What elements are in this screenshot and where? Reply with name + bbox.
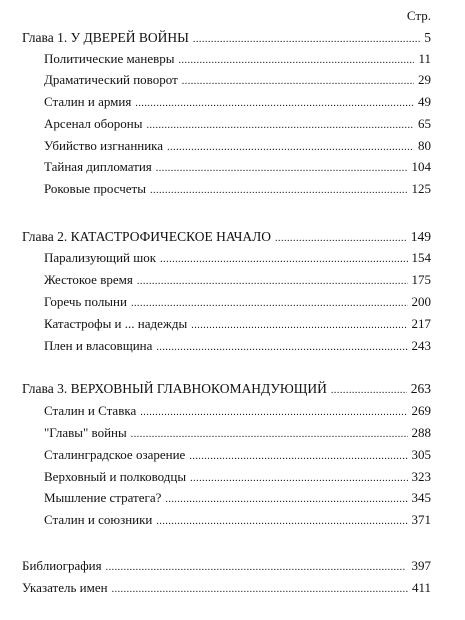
toc-entry [44, 490, 431, 508]
dot-leader [150, 181, 408, 199]
dot-leader [131, 294, 408, 312]
toc-chapter-2 [22, 229, 431, 247]
page-number: 154 [411, 250, 431, 265]
entry-title: Убийство изгнанника [44, 138, 164, 153]
toc-entry [44, 116, 431, 134]
toc-bibliography [22, 558, 431, 576]
toc-entry [44, 316, 431, 334]
dot-leader [165, 490, 407, 508]
dot-leader [191, 316, 407, 334]
dot-leader [193, 30, 420, 48]
toc-entry [44, 94, 431, 112]
toc-entry [44, 403, 431, 421]
toc-entry [44, 447, 431, 465]
chapter-title: Глава 1. У ДВЕРЕЙ ВОЙНЫ [22, 30, 189, 45]
entry-title: Парализующий шок [44, 250, 157, 265]
page-number: 175 [411, 272, 431, 287]
page-number: 345 [411, 490, 431, 505]
toc-chapter-3 [22, 381, 431, 399]
dot-leader [112, 580, 408, 598]
dot-leader [167, 138, 414, 156]
dot-leader [182, 72, 414, 90]
dot-leader [275, 229, 407, 247]
dot-leader [131, 425, 408, 443]
chapter-title: Глава 2. КАТАСТРОФИЧЕСКОЕ НАЧАЛО [22, 229, 271, 244]
page-number: 323 [411, 469, 431, 484]
toc-entry [44, 181, 431, 199]
toc-entry [44, 250, 431, 268]
page-number: 243 [411, 338, 431, 353]
entry-title: Сталин и союзники [44, 512, 153, 527]
dot-leader [156, 512, 407, 530]
toc-entry [44, 294, 431, 312]
chapter-title: Глава 3. ВЕРХОВНЫЙ ГЛАВНОКОМАНДУЮЩИЙ [22, 381, 327, 396]
page-number: 288 [411, 425, 431, 440]
page-number: 80 [418, 138, 431, 153]
page-number: 200 [411, 294, 431, 309]
page-number: 125 [411, 181, 431, 196]
toc-entry [44, 272, 431, 290]
page-number: 217 [411, 316, 431, 331]
dot-leader [106, 558, 408, 576]
entry-title: Верховный и полководцы [44, 469, 187, 484]
page-number: 5 [424, 30, 431, 45]
entry-title: Горечь полыни [44, 294, 127, 309]
dot-leader [156, 159, 408, 177]
dot-leader [140, 403, 407, 421]
toc-entry [44, 51, 431, 69]
entry-title: Плен и власовщина [44, 338, 153, 353]
entry-title: Сталин и Ставка [44, 403, 137, 418]
page-number: 397 [411, 558, 431, 573]
entry-title: Мышление стратега? [44, 490, 162, 505]
page-number: 305 [411, 447, 431, 462]
page-number: 49 [418, 94, 431, 109]
page-number: 104 [411, 159, 431, 174]
entry-title: Жестокое время [44, 272, 133, 287]
dot-leader [179, 51, 415, 69]
entry-title: Указатель имен [22, 580, 108, 595]
toc-entry [44, 72, 431, 90]
page-number: 269 [411, 403, 431, 418]
dot-leader [189, 447, 407, 465]
entry-title: Сталин и армия [44, 94, 132, 109]
entry-title: Библиография [22, 558, 102, 573]
toc-entry [44, 159, 431, 177]
page-number: 65 [418, 116, 431, 131]
entry-title: Катастрофы и ... надежды [44, 316, 188, 331]
entry-title: Сталинградское озарение [44, 447, 186, 462]
entry-title: Роковые просчеты [44, 181, 146, 196]
entry-title: Драматический поворот [44, 72, 178, 87]
toc-entry [44, 338, 431, 356]
dot-leader [160, 250, 407, 268]
page-column-label: Стр. [406, 8, 431, 23]
dot-leader [135, 94, 414, 112]
dot-leader [137, 272, 408, 290]
entry-title: Тайная дипломатия [44, 159, 152, 174]
toc-entry [44, 138, 431, 156]
dot-leader [190, 469, 407, 487]
dot-leader [146, 116, 414, 134]
toc-entry [44, 512, 431, 530]
page-number: 29 [418, 72, 431, 87]
dot-leader [331, 381, 407, 399]
dot-leader [156, 338, 407, 356]
toc-entry [44, 425, 431, 443]
entry-title: Политические маневры [44, 51, 175, 66]
entry-title: "Главы" войны [44, 425, 127, 440]
page-number: 263 [410, 381, 431, 396]
toc-name-index [22, 580, 431, 598]
toc-chapter-1 [22, 30, 431, 48]
toc-entry [44, 469, 431, 487]
entry-title: Арсенал обороны [44, 116, 143, 131]
page-number: 149 [410, 229, 431, 244]
page-number: 371 [411, 512, 431, 527]
page-number: 11 [418, 51, 431, 66]
page-number: 411 [411, 580, 431, 595]
